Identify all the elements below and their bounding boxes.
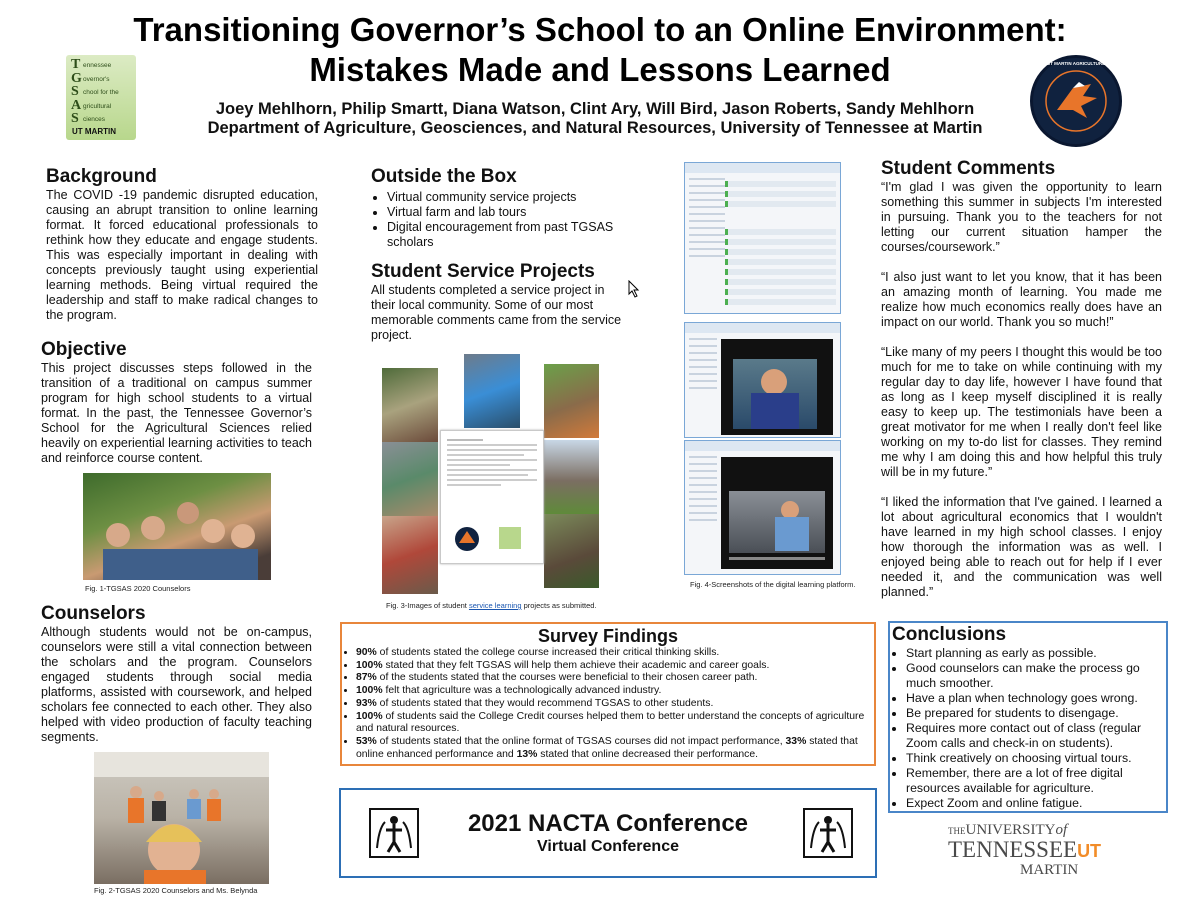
platform-screenshot-3 — [684, 440, 841, 575]
logo-letter-s: S — [71, 84, 79, 99]
mouse-cursor-icon — [628, 280, 640, 298]
service-photo-7 — [544, 514, 599, 588]
fig3-caption-link[interactable]: service learning — [468, 601, 522, 610]
comment-quote: “I'm glad I was given the opportunity to learn something this summer in subjects I'm interested in pursuing. Thank you to the teachers for not letting our current situation hamper the courses/coursework.” — [881, 180, 1162, 254]
logo-word-4: gricultural — [83, 102, 112, 110]
service-photo-3 — [544, 364, 599, 438]
background-heading: Background — [46, 166, 157, 187]
fig3-caption-suffix: projects as submitted. — [521, 601, 597, 610]
logo-footer: UT MARTIN — [72, 127, 116, 136]
comments-section — [881, 158, 1162, 600]
ut-logo-martin: MARTIN — [1020, 862, 1079, 878]
fig2-counselors-photo — [94, 752, 269, 884]
fig1-counselors-photo — [83, 473, 271, 580]
conclusion-item: • Think creatively on choosing virtual tours. — [906, 751, 1166, 766]
letter-logos-icon — [441, 519, 543, 559]
service-photo-2 — [464, 354, 520, 428]
nacta-subtitle: Virtual Conference — [537, 838, 679, 855]
logo-letter-g: G — [71, 70, 82, 86]
comments-heading: Student Comments — [881, 158, 1056, 179]
conclusion-item: • Start planning as early as possible. — [906, 646, 1166, 661]
survey-findings-box — [340, 622, 876, 766]
conclusion-item: • Have a plan when technology goes wrong. — [906, 691, 1166, 706]
nacta-conference-box — [339, 788, 877, 878]
ut-logo-university: UNIVERSITY — [965, 822, 1056, 838]
tgsas-logo — [66, 55, 136, 140]
platform-screenshot-1 — [684, 162, 841, 314]
outside-box-item: • Digital encouragement from past TGSAS scholars — [387, 220, 621, 250]
seal-text: UT MARTIN AGRICULTURE — [1046, 61, 1106, 66]
service-photo-1 — [382, 368, 438, 442]
fig1-caption: Fig. 1-TGSAS 2020 Counselors — [85, 584, 191, 593]
logo-word-3: chool for the — [83, 89, 119, 96]
logo-letter-a: A — [71, 97, 82, 113]
outside-box-heading: Outside the Box — [371, 166, 517, 187]
counselors-section — [41, 603, 312, 745]
background-text: The COVID -19 pandemic disrupted education, causing an abrupt transition to online learning format. It forced educational professionals to rethink how they educate and engage students. This was especially important in dealing with concepts previously taught using experiential learning methods. Being virtual required the leadership and staff to make radical changes to the program. — [46, 188, 318, 322]
ut-martin-logo — [948, 822, 1108, 878]
objective-text: This project discusses steps followed in the transition of a traditional on campus summer program for high school students to a virtual format. In the past, the Tennessee Governor’s School for the Agricultural Sciences relied heavily on experiential learning activities to teach and reinforce course content. — [41, 361, 312, 465]
service-heading: Student Service Projects — [371, 261, 595, 282]
conclusion-item: • Remember, there are a lot of free digital resources available for agriculture. — [906, 766, 1166, 796]
fig3-caption — [386, 601, 597, 610]
title-line-1: Transitioning Governor’s School to an Online Environment: — [133, 11, 1067, 48]
objective-section — [41, 339, 312, 466]
service-photo-5 — [544, 440, 599, 514]
conclusions-heading: Conclusions — [892, 624, 1007, 645]
author-names: Joey Mehlhorn, Philip Smartt, Diana Watson, Clint Ary, Will Bird, Jason Roberts, Sandy Mehlhorn — [215, 100, 975, 118]
background-section — [46, 166, 318, 323]
survey-item: • 90% of students stated the college course increased their critical thinking skills. — [356, 647, 874, 660]
comment-quote: “Like many of my peers I thought this would be too much for me to take on while continuing with my regular day to day life, however I have found that as long as I keep myself disciplined it is really easy to keep up. The testimonials have been a great motivator for me when I really don't feel like working on my to-do list for classes. They remind me why I am doing this and how helpful this truly will be in my future.” — [881, 345, 1162, 479]
service-text: All students completed a service project in their local community. Some of our most memorable comments came from the service project. — [371, 283, 622, 342]
authors-block — [100, 100, 1090, 138]
hawk-icon — [1033, 58, 1119, 144]
ut-logo-of: of — [1055, 822, 1068, 838]
video-player[interactable] — [721, 457, 833, 569]
nacta-logo-icon — [803, 808, 853, 858]
survey-item: • 53% of students stated that the online format of TGSAS courses did not impact performance, 33% stated that online enhanced performance and 13% stated that online decreased their performance. — [356, 736, 874, 761]
logo-word-2: overnor's — [83, 75, 110, 83]
outside-box-section — [371, 166, 621, 250]
service-photo-collage — [380, 354, 602, 596]
counselors-text: Although students would not be on-campus, counselors were still a vital connection between the scholars and the program. Counselors engaged students through social media platforms, assisted with coursework, and helped scholars fee connected to each other. They also helped with video production of faculty teaching segments. — [41, 625, 312, 744]
service-section — [371, 261, 624, 343]
objective-heading: Objective — [41, 339, 127, 360]
title-line-2: Mistakes Made and Lessons Learned — [309, 51, 891, 88]
nacta-title: 2021 NACTA Conference — [467, 810, 749, 837]
fig3-caption-prefix: Fig. 3-Images of student — [386, 601, 469, 610]
ut-logo-the: THE — [948, 826, 966, 836]
logo-word-1: ennessee — [83, 62, 112, 69]
service-photo-4 — [382, 442, 438, 516]
counselors-heading: Counselors — [41, 603, 146, 624]
survey-item: • 93% of students stated that they would recommend TGSAS to other students. — [356, 698, 874, 711]
conclusion-item: • Be prepared for students to disengage. — [906, 706, 1166, 721]
logo-word-5: ciences — [83, 116, 106, 123]
fig4-caption: Fig. 4-Screenshots of the digital learning platform. — [690, 580, 856, 589]
comment-quote: “I liked the information that I've gained. I learned a lot about agricultural economics that I wouldn't have learned in my high school classes. I enjoy how thorough the information was as well. I enjoyed being able to reach out for help if I ever needed it, and the communication was well planned.” — [881, 495, 1162, 599]
platform-screenshot-2 — [684, 322, 841, 438]
ut-agriculture-seal — [1030, 55, 1122, 147]
survey-heading: Survey Findings — [537, 626, 679, 646]
service-letter-document — [440, 430, 544, 564]
logo-letter-t: T — [71, 57, 81, 72]
survey-item: • 100% felt that agriculture was a technologically advanced industry. — [356, 685, 874, 698]
survey-item: • 100% stated that they felt TGSAS will help them achieve their academic and career goals. — [356, 660, 874, 673]
conclusion-item: • Expect Zoom and online fatigue. — [906, 796, 1166, 811]
outside-box-item: • Virtual farm and lab tours — [387, 205, 621, 220]
service-photo-6 — [382, 516, 438, 594]
ut-logo-tennessee: TENNESSEE — [948, 837, 1078, 862]
video-player[interactable] — [721, 339, 833, 435]
conclusions-box — [888, 621, 1168, 813]
ut-logo-ut: UT — [1077, 841, 1102, 861]
poster-title — [0, 10, 1200, 90]
nacta-logo-icon — [369, 808, 419, 858]
logo-letter-s2: S — [71, 111, 79, 126]
conclusion-item: • Requires more contact out of class (regular Zoom calls and check-in on students). — [906, 721, 1166, 751]
comment-quote: “I also just want to let you know, that it has been an amazing month of learning. You made me realize how much economics really does have an impact on our world. Thank you so much!” — [881, 270, 1162, 329]
survey-item: • 100% of students said the College Credit courses helped them to better understand the concepts of agriculture and natural resources. — [356, 711, 874, 736]
survey-item: • 87% of the students stated that the courses were beneficial to their chosen career path. — [356, 672, 874, 685]
department-name: Department of Agriculture, Geosciences, and Natural Resources, University of Tennessee at Martin — [207, 119, 983, 137]
fig2-caption: Fig. 2-TGSAS 2020 Counselors and Ms. Belynda — [94, 886, 258, 895]
outside-box-item: • Virtual community service projects — [387, 190, 621, 205]
conclusion-item: • Good counselors can make the process go much smoother. — [906, 661, 1166, 691]
